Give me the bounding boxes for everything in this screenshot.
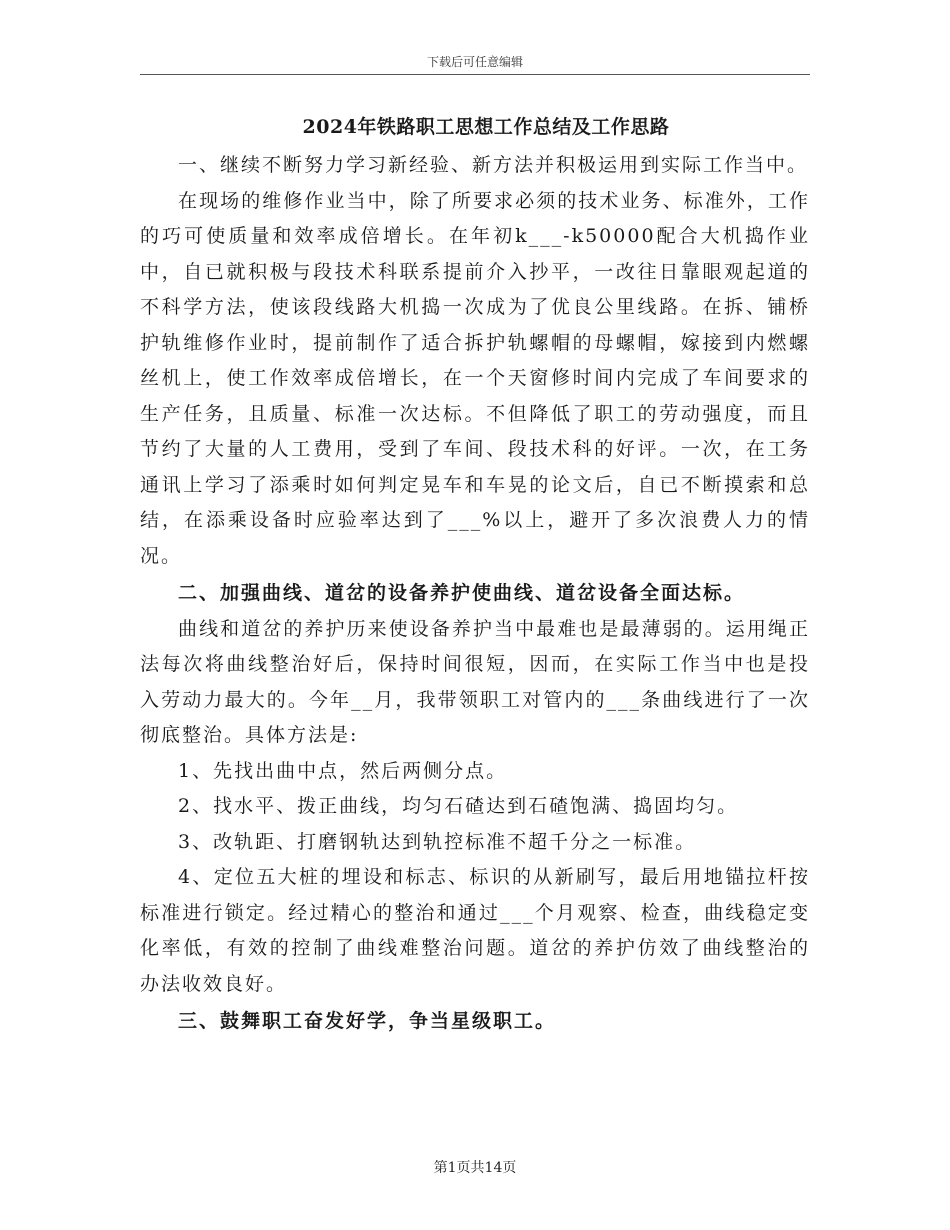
section-heading-2: 二、加强曲线、道岔的设备养护使曲线、道岔设备全面达标。 [178, 582, 746, 604]
section-heading-3: 三、鼓舞职工奋发好学，争当星级职工。 [178, 1010, 557, 1032]
body-paragraph: 在现场的维修作业当中，除了所要求必须的技术业务、标准外，工作的巧可使质量和效率成倍增长。在年初k___-k50000配合大机捣作业中，自已就积极与段技术科联系提前介入抄平，一改往日靠眼观起道的不科学方法，使该段线路大机捣一次成为了优良公里线路。在拆、铺桥护轨维修作业时，提前制作了适合拆护轨螺帽的母螺帽，嫁接到内燃螺丝机上，使工作效率成倍增长，在一个天窗修时间内完成了车间要求的生产任务，且质量、标准一次达标。不但降低了职工的劳动强度，而且节约了大量的人工费用，受到了车间、段技术科的好评。一次，在工务通讯上学习了添乘时如何判定晃车和车晃的论文后，自已不断摸索和总结，在添乘设备时应验率达到了___%以上，避开了多次浪费人力的情况。 [140, 189, 810, 567]
list-item: 2、找水平、拨正曲线，均匀石碴达到石碴饱满、捣固均匀。 [178, 795, 739, 817]
document-title: 2024年铁路职工思想工作总结及工作思路 [302, 116, 670, 138]
section-heading-1: 一、继续不断努力学习新经验、新方法并积极运用到实际工作当中。 [178, 154, 809, 176]
page-header: 下载后可任意编辑 [426, 55, 523, 69]
document-body [140, 112, 810, 1040]
body-paragraph: 曲线和道岔的养护历来使设备养护当中最难也是最薄弱的。运用绳正法每次将曲线整治好后，保持时间很短，因而，在实际工作当中也是投入劳动力最大的。今年__月，我带领职工对管内的___条曲线进行了一次彻底整治。具体方法是: [140, 617, 810, 746]
header-divider [140, 74, 810, 75]
list-item: 1、先找出曲中点，然后两侧分点。 [178, 759, 508, 782]
page-number: 第1页共14页 [433, 1160, 517, 1176]
list-item: 4、定位五大桩的埋设和标志、标识的从新刷写，最后用地锚拉杆按标准进行锁定。经过精心的整治和通过___个月观察、检查，曲线稳定变化率低，有效的控制了曲线难整治问题。道岔的养护仿效了曲线整治的办法收效良好。 [140, 866, 810, 995]
list-item: 3、改轨距、打磨钢轨达到轨控标准不超千分之一标准。 [178, 830, 697, 853]
